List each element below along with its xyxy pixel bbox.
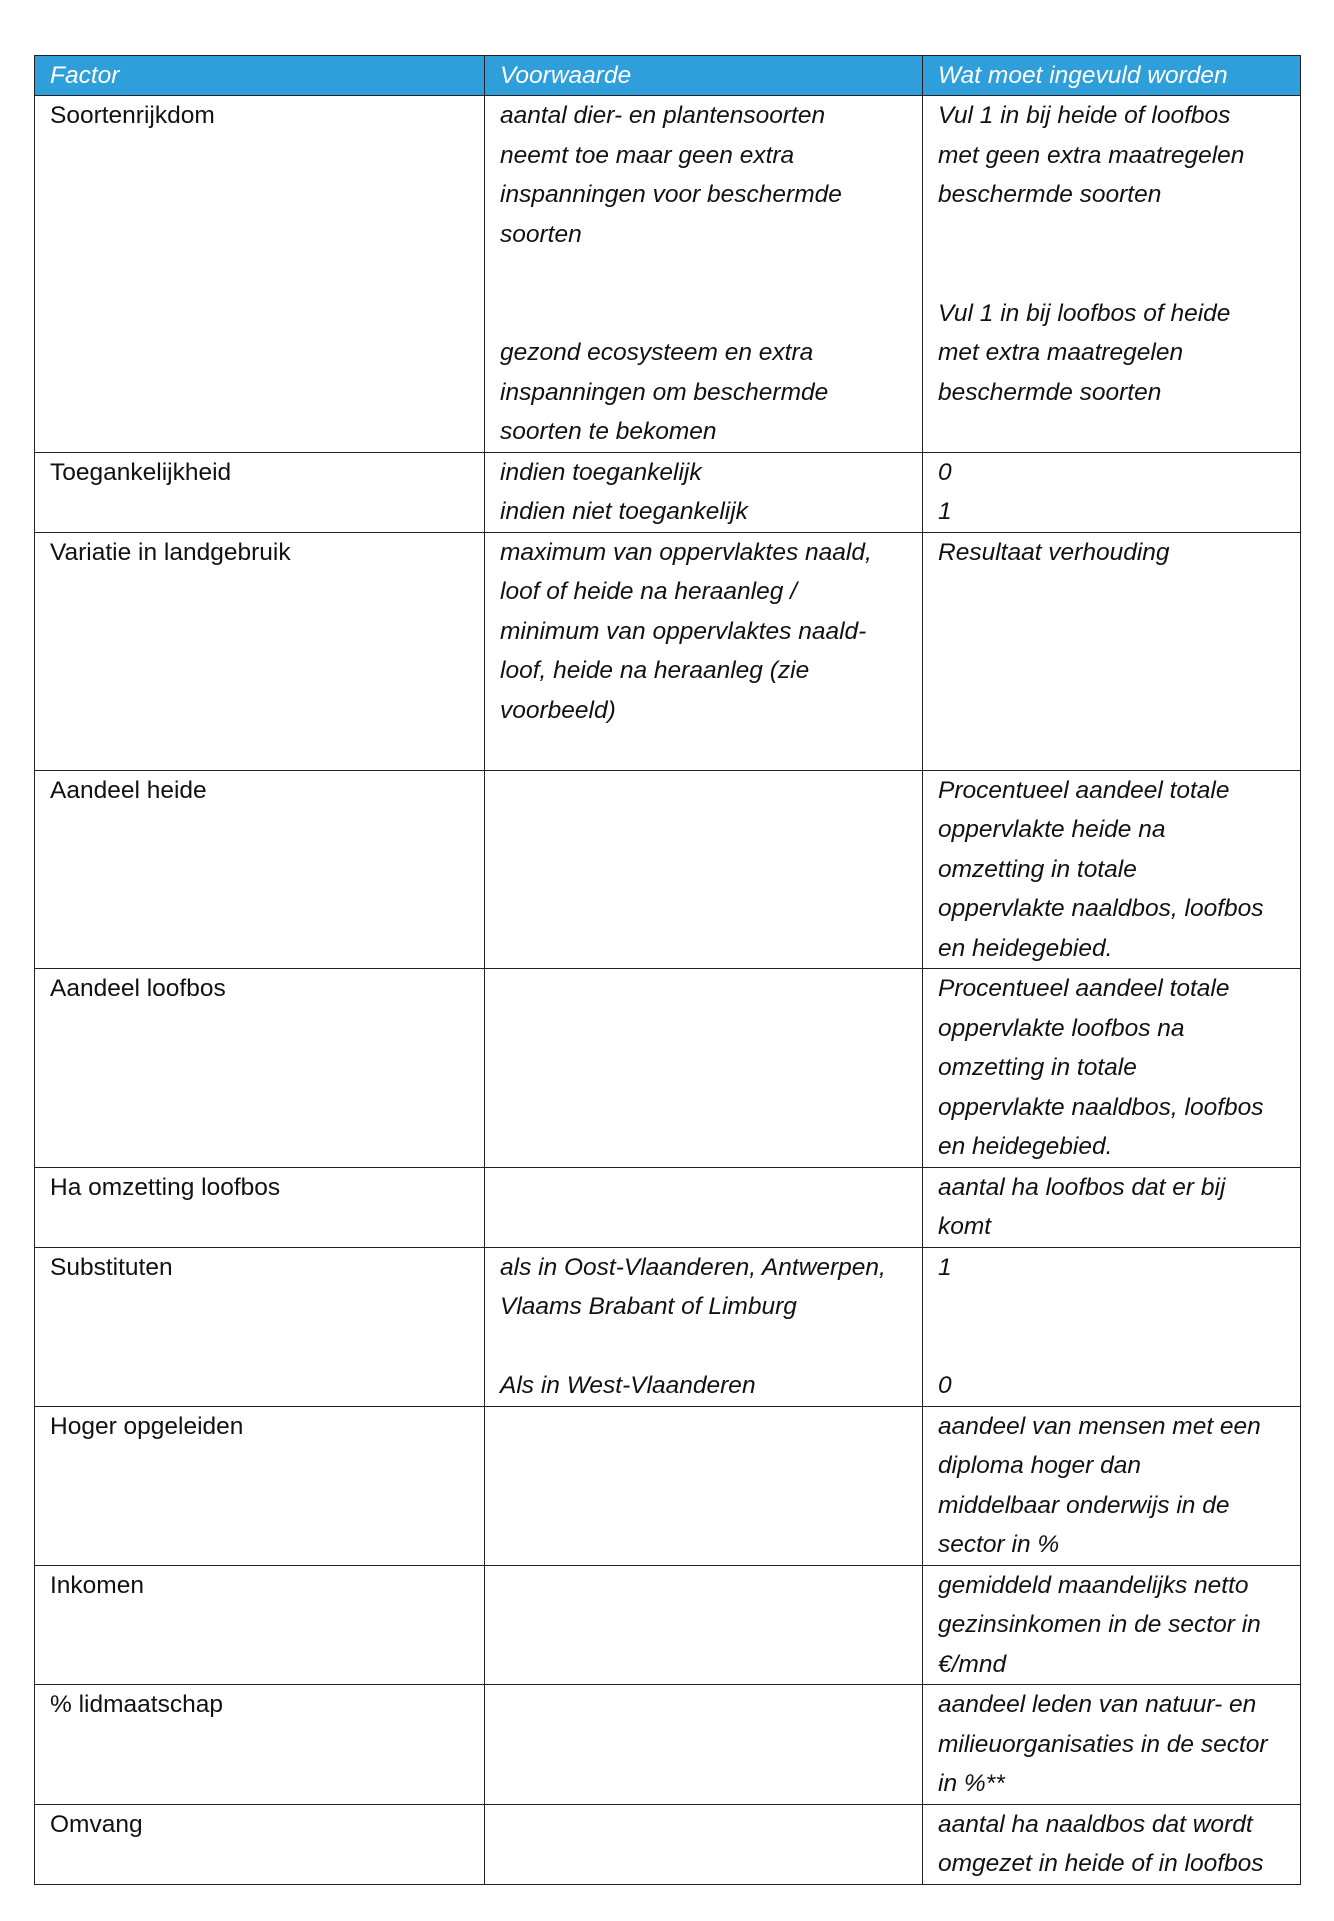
cell-line: 0 [938, 458, 952, 486]
row-invullen [923, 1565, 1301, 1685]
table-row [35, 532, 1301, 770]
cell-line: soorten te bekomen [500, 418, 717, 445]
cell-line: gemiddeld maandelijks netto [938, 1571, 1249, 1599]
cell-line: inspanningen om beschermde [500, 378, 829, 406]
cell-line: indien toegankelijk [500, 458, 702, 486]
cell-line: oppervlakte heide na [938, 816, 1166, 843]
cell-line: gezinsinkomen in de sector in [938, 1611, 1261, 1638]
cell-line: met extra maatregelen [938, 339, 1184, 366]
row-voorwaarde [485, 1685, 923, 1805]
cell-line: indien niet toegankelijk [500, 498, 748, 525]
cell-line: Procentueel aandeel totale [938, 975, 1230, 1002]
row-invullen [923, 452, 1301, 532]
row-voorwaarde [485, 1804, 923, 1884]
table-row [35, 1685, 1301, 1805]
row-invullen [923, 532, 1301, 770]
row-voorwaarde [485, 1406, 923, 1565]
cell-line: en heidegebied. [938, 934, 1113, 962]
cell-line: beschermde soorten [938, 378, 1162, 406]
cell-line: aandeel van mensen met een [938, 1412, 1261, 1440]
table-row [35, 1565, 1301, 1685]
row-factor: Soortenrijkdom [35, 96, 485, 453]
row-invullen [923, 1804, 1301, 1884]
cell-line: 1 [938, 498, 952, 525]
cell-line: Vul 1 in bij loofbos of heide [938, 299, 1231, 327]
row-factor: Toegankelijkheid [35, 452, 485, 532]
row-voorwaarde [485, 96, 923, 453]
row-invullen [923, 969, 1301, 1168]
row-invullen [923, 1167, 1301, 1247]
header-factor: Factor [35, 56, 485, 96]
row-voorwaarde [485, 452, 923, 532]
cell-line: Vul 1 in bij heide of loofbos [938, 102, 1231, 129]
cell-line: loof, heide na heraanleg (zie [500, 657, 810, 684]
row-factor: Omvang [35, 1804, 485, 1884]
cell-line: omzetting in totale [938, 855, 1137, 883]
row-factor: Hoger opgeleiden [35, 1406, 485, 1565]
cell-line: aandeel leden van natuur- en [938, 1691, 1257, 1718]
cell-line: Als in West-Vlaanderen [500, 1372, 756, 1399]
cell-line: aantal dier- en plantensoorten [500, 102, 826, 129]
row-voorwaarde [485, 532, 923, 770]
row-voorwaarde [485, 1167, 923, 1247]
cell-line: Procentueel aandeel totale [938, 776, 1230, 804]
table-row [35, 1247, 1301, 1406]
cell-line: maximum van oppervlaktes naald, [500, 538, 872, 566]
cell-line: diploma hoger dan [938, 1452, 1141, 1479]
cell-line: omgezet in heide of in loofbos [938, 1850, 1264, 1877]
table-row [35, 96, 1301, 453]
cell-line: als in Oost-Vlaanderen, Antwerpen, [500, 1253, 886, 1281]
cell-line: oppervlakte naaldbos, loofbos [938, 895, 1264, 922]
row-voorwaarde [485, 1565, 923, 1685]
table-header-row [35, 56, 1301, 96]
cell-line: met geen extra maatregelen [938, 141, 1245, 169]
table-row [35, 452, 1301, 532]
cell-line: neemt toe maar geen extra [500, 141, 795, 169]
cell-line: loof of heide na heraanleg / [500, 578, 797, 605]
header-wat-moet-ingevuld-worden: Wat moet ingevuld worden [923, 56, 1301, 96]
cell-line: milieuorganisaties in de sector [938, 1730, 1268, 1758]
cell-line: aantal ha loofbos dat er bij [938, 1173, 1226, 1201]
cell-line: oppervlakte loofbos na [938, 1014, 1185, 1042]
row-invullen [923, 96, 1301, 453]
cell-line: 0 [938, 1372, 952, 1399]
cell-line: €/mnd [938, 1650, 1007, 1678]
cell-line: aantal ha naaldbos dat wordt [938, 1810, 1253, 1838]
factor-table [34, 55, 1301, 1885]
cell-line: komt [938, 1213, 992, 1240]
row-voorwaarde [485, 969, 923, 1168]
row-factor: Ha omzetting loofbos [35, 1167, 485, 1247]
row-factor: Inkomen [35, 1565, 485, 1685]
cell-line: beschermde soorten [938, 181, 1162, 208]
table-row [35, 1167, 1301, 1247]
cell-line: inspanningen voor beschermde [500, 181, 842, 208]
row-invullen [923, 1685, 1301, 1805]
table-row [35, 770, 1301, 969]
cell-line: en heidegebied. [938, 1133, 1113, 1160]
cell-line: Resultaat verhouding [938, 538, 1170, 566]
cell-line: gezond ecosysteem en extra [500, 339, 814, 366]
row-voorwaarde [485, 770, 923, 969]
cell-line: sector in % [938, 1531, 1060, 1558]
row-voorwaarde [485, 1247, 923, 1406]
row-factor: Variatie in landgebruik [35, 532, 485, 770]
cell-line: oppervlakte naaldbos, loofbos [938, 1093, 1264, 1121]
cell-line: in %** [938, 1770, 1005, 1797]
cell-line: Vlaams Brabant of Limburg [500, 1293, 797, 1320]
row-invullen [923, 770, 1301, 969]
row-factor: % lidmaatschap [35, 1685, 485, 1805]
row-factor: Aandeel heide [35, 770, 485, 969]
cell-line: voorbeeld) [500, 696, 616, 724]
row-invullen [923, 1247, 1301, 1406]
row-factor: Aandeel loofbos [35, 969, 485, 1168]
header-voorwaarde: Voorwaarde [485, 56, 923, 96]
table-row [35, 1804, 1301, 1884]
row-factor: Substituten [35, 1247, 485, 1406]
cell-line: soorten [500, 220, 582, 248]
cell-line: omzetting in totale [938, 1054, 1137, 1081]
table-row [35, 1406, 1301, 1565]
cell-line: 1 [938, 1253, 952, 1281]
cell-line: minimum van oppervlaktes naald- [500, 617, 867, 645]
cell-line: middelbaar onderwijs in de [938, 1491, 1230, 1519]
row-invullen [923, 1406, 1301, 1565]
table-row [35, 969, 1301, 1168]
